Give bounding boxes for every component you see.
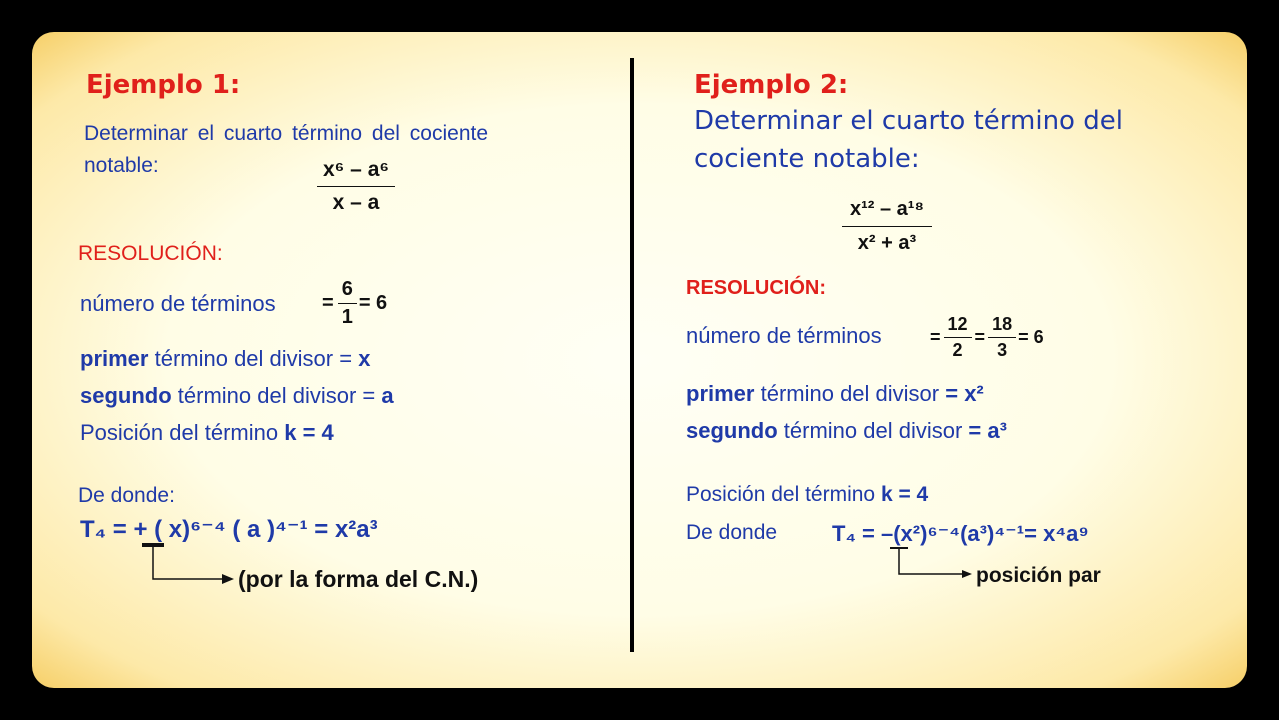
ex1-segundo-value: a xyxy=(381,383,394,408)
ex1-position-line xyxy=(80,420,334,446)
ex2-note: posición par xyxy=(976,564,1101,587)
ex2-nterm-equals-2: = xyxy=(974,327,986,347)
ex2-segundo-text: término del divisor xyxy=(777,418,969,443)
ex2-de-donde: De donde xyxy=(686,521,778,544)
ex2-formula: T₄ = –(x²)⁶⁻⁴(a³)⁴⁻¹= x⁴a⁹ xyxy=(832,521,1089,546)
slide xyxy=(32,32,1247,688)
ex1-nterm-result: = 6 xyxy=(358,292,388,314)
ex2-nterm-denominator-1: 2 xyxy=(952,340,963,360)
ex1-statement-line1: Determinar el cuarto término del cociente xyxy=(84,122,489,145)
ex1-de-donde: De donde: xyxy=(78,484,175,507)
ex1-position-text: Posición del término xyxy=(80,420,285,445)
ex2-fraction-denominator: x² + a³ xyxy=(857,232,917,254)
ex2-fraction xyxy=(842,198,932,255)
column-divider xyxy=(630,58,634,652)
ex2-nterm-label: número de términos xyxy=(686,323,882,348)
ex1-formula: T₄ = + ( x)⁶⁻⁴ ( a )⁴⁻¹ = x²a³ xyxy=(80,516,378,543)
ex1-nterm-equals: = xyxy=(322,292,334,314)
ex1-statement-line2: notable: xyxy=(84,154,159,177)
ex1-primer-value: x xyxy=(358,346,371,371)
ex1-note: (por la forma del C.N.) xyxy=(238,566,479,592)
ex1-primer-text: término del divisor = xyxy=(148,346,359,371)
ex2-nterm-numerator-1: 12 xyxy=(944,314,972,338)
ex1-nterm-expression xyxy=(322,278,387,329)
ex2-segundo-value: = a³ xyxy=(968,418,1007,443)
ex2-resolution-label: RESOLUCIÓN: xyxy=(686,277,826,299)
ex1-primer-bold: primer xyxy=(80,346,149,371)
ex1-nterm-numerator: 6 xyxy=(338,278,357,304)
ex2-segundo-bold: segundo xyxy=(686,418,778,443)
ex2-nterm-result: = 6 xyxy=(1018,327,1044,347)
ex2-statement-line1: Determinar el cuarto término del xyxy=(694,106,1123,136)
ex2-primer-value: = x² xyxy=(945,381,984,406)
ex2-title: Ejemplo 2: xyxy=(694,70,849,100)
ex1-fraction-denominator: x – a xyxy=(332,191,380,214)
ex2-segundo-line xyxy=(686,418,1007,444)
ex1-position-value: k = 4 xyxy=(284,420,334,445)
ex1-segundo-bold: segundo xyxy=(80,383,172,408)
ex2-fraction-numerator: x¹² – a¹⁸ xyxy=(842,198,932,227)
ex1-title: Ejemplo 1: xyxy=(86,70,241,100)
ex2-nterm-equals-1: = xyxy=(930,327,941,347)
ex1-pointer-arrow xyxy=(142,542,242,592)
ex1-segundo-line xyxy=(80,383,394,409)
ex1-fraction xyxy=(317,158,395,215)
ex2-position-value: k = 4 xyxy=(880,483,929,506)
ex2-nterm-denominator-2: 3 xyxy=(997,340,1008,360)
ex1-nterm-denominator: 1 xyxy=(341,306,353,328)
ex1-segundo-text: término del divisor = xyxy=(171,383,382,408)
ex2-primer-line xyxy=(686,381,984,407)
ex1-fraction-numerator: x⁶ – a⁶ xyxy=(317,158,395,187)
ex2-position-line xyxy=(686,483,928,507)
ex2-primer-bold: primer xyxy=(686,381,755,406)
ex1-primer-line xyxy=(80,346,370,372)
ex1-nterm-label: número de términos xyxy=(80,291,276,316)
ex2-nterm-numerator-2: 18 xyxy=(988,314,1016,338)
ex2-position-text: Posición del término xyxy=(686,483,881,506)
ex2-primer-text: término del divisor xyxy=(754,381,946,406)
ex2-nterm-expression xyxy=(930,314,1044,361)
ex1-resolution-label: RESOLUCIÓN: xyxy=(78,242,223,265)
ex2-pointer-arrow xyxy=(890,546,980,586)
ex2-statement-line2: cociente notable: xyxy=(694,144,920,174)
